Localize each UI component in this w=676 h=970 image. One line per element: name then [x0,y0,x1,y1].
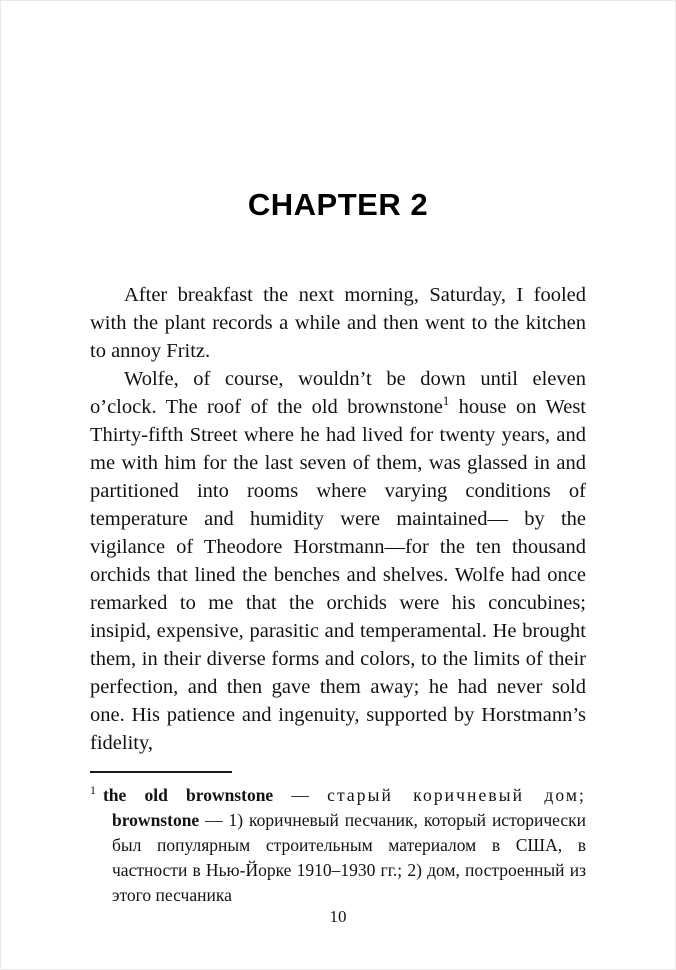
footnote [90,783,586,908]
footnote-definition-2: 1) коричневый песчаник, который исторически был популярным строительным материалом в США, в частности в Нью-Йорке 1910–1930 гг.; 2) дом, построенный из этого песчаника [112,810,586,905]
body-text [90,281,586,757]
footnote-term-1: the old brownstone [102,785,274,805]
footnote-term-2: brownstone [112,810,200,830]
paragraph-2 [90,365,586,757]
footnote-separator [90,771,232,773]
footnote-definition-1: старый коричневый дом; [327,785,586,805]
footnote-dash-1: — [273,785,328,805]
chapter-title: CHAPTER 2 [247,187,429,222]
page-content [1,1,675,908]
page-number: 10 [329,907,347,926]
footnote-marker: 1 [90,783,96,798]
footnote-reference: 1 [442,394,450,409]
footnote-dash-2: — [199,810,229,830]
paragraph-1: After breakfast the next morning, Saturday, I fooled with the plant records a while and then went to the kitchen to annoy Fritz. [90,284,586,362]
footnote-entry [90,783,586,908]
paragraph-2-before-note: Wolfe, of course, wouldn’t be down until eleven o’clock. The roof of the old brownstone [90,368,586,418]
paragraph-2-after-note: house on West Thirty-fifth Street where he had lived for twenty years, and me with him for the last seven of them, was glassed in and partitioned into rooms where varying conditions of temperature and humidity were maintained— by the vigilance of Theodore Horstmann—for the ten thousand orchids that lined the benches and shelves. Wolfe had once remarked to me that the orchids were his concubines; insipid, expensive, parasitic and temperamental. He brought them, in their diverse forms and colors, to the limits of their perfection, and then gave them away; he had never sold one. His patience and ingenuity, supported by Horstmann’s fidelity, [90,396,586,754]
